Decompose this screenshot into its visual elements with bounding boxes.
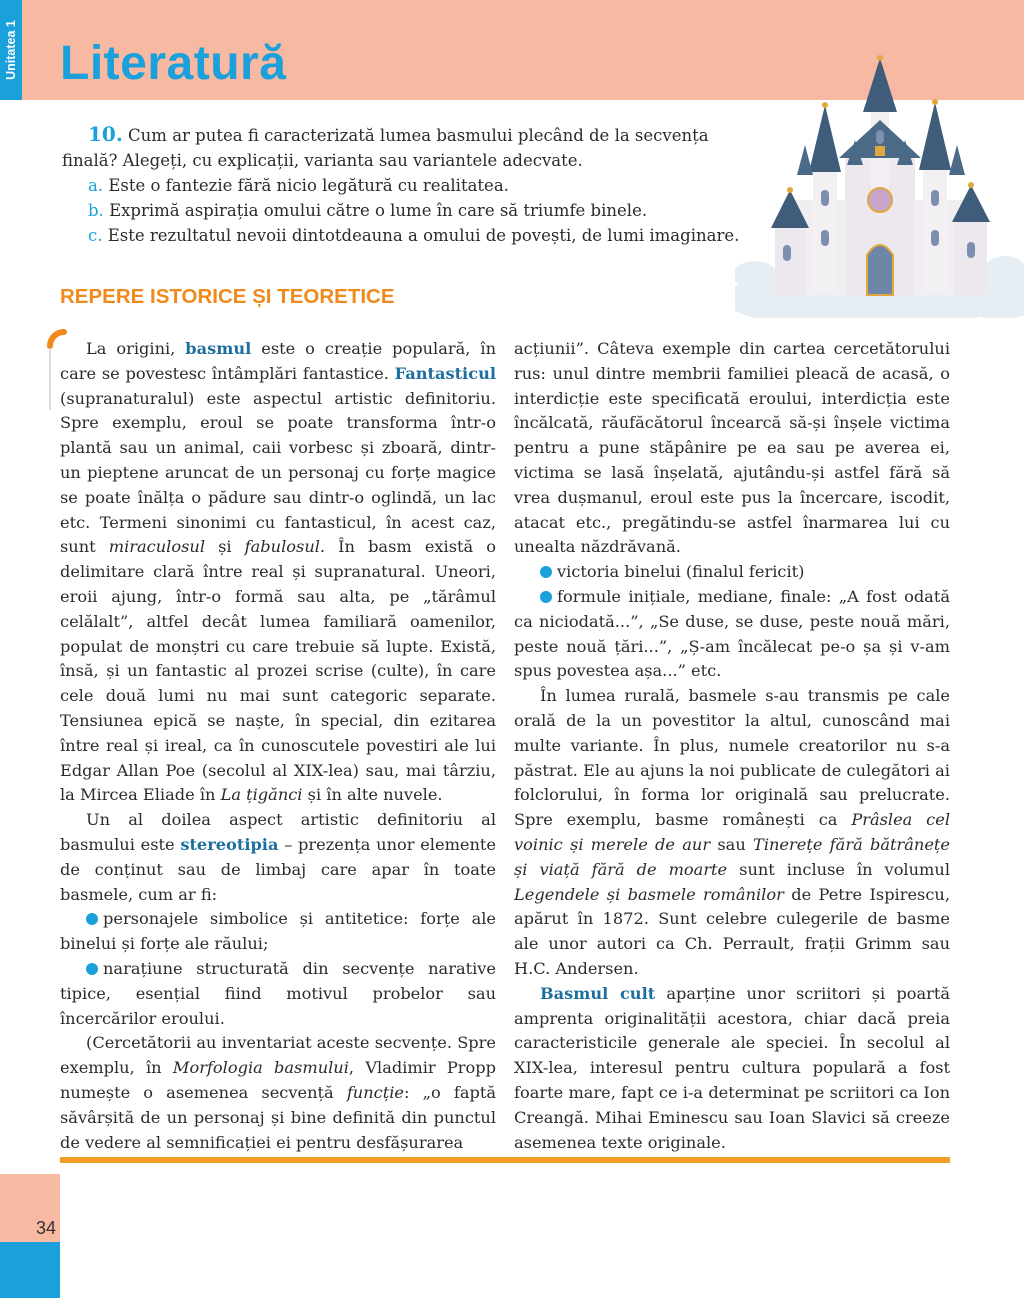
- question-line-1: Cum ar putea fi caracterizată lumea basmului plecând de la secvența: [128, 126, 709, 145]
- option-letter: a.: [88, 176, 104, 195]
- text: sunt incluse în volumul: [727, 859, 950, 879]
- text: și în alte nuvele.: [302, 785, 443, 805]
- term-italic: funcție: [346, 1082, 404, 1102]
- term-basmul: basmul: [185, 339, 252, 358]
- paragraph: [60, 337, 496, 808]
- question-number: 10.: [88, 122, 123, 146]
- bullet-item: [514, 560, 950, 585]
- title-italic: Tinerețe fără bătrânețe și viață fără de moarte: [514, 834, 950, 879]
- text: este o creație populară, în care se povestesc întâmplări fantastice.: [60, 339, 496, 383]
- term-italic: miraculosul: [108, 537, 205, 557]
- option-letter: c.: [88, 226, 103, 245]
- text: : „o faptă săvârșită de un personaj și bine definită din punctul de vedere al semnificației ei pentru desfășurarea: [60, 1082, 496, 1152]
- term-italic: fabulosul.: [244, 537, 326, 557]
- text: , Vladimir Propp numește o asemenea secvență: [60, 1058, 496, 1102]
- paragraph: [514, 684, 950, 982]
- text: de Petre Ispirescu, apărut în 1872. Sunt celebre culegerile de basme ale unor autori ca Ch. Perrault, frații Grimm sau H.C. Andersen.: [514, 884, 950, 978]
- text: Un al doilea aspect artistic definitoriu al basmului este: [60, 810, 496, 854]
- term-basmul-cult: Basmul cult: [540, 983, 656, 1003]
- text: aparține unor scriitori și poartă amprenta originalității acestora, chiar dacă preia caracteristicile generale ale speciei. În secolul al XIX-lea, interesul pentru cultura populară a fost foarte mare, fapt ce i-a determinat pe scriitori ca Ion Creangă. Mihai Eminescu sau Ioan Slavici să creeze asemenea texte originale.: [514, 983, 951, 1152]
- text: În lumea rurală, basmele s-au transmis pe cale orală de la un povestitor la altul, cunoscând mai multe variante. În plus, numele creatorilor nu s-a păstrat. Ele au ajuns la noi publicate de culegători ai folclorului, în forma lor originală sau prelucrate. Spre exemplu, basme românești ca: [514, 686, 950, 830]
- title-italic: Legendele și basmele românilor: [514, 884, 784, 904]
- option-text: Este o fantezie fără nicio legătură cu realitatea.: [108, 176, 509, 195]
- paragraph: [514, 982, 950, 1156]
- bullet-icon: [86, 913, 98, 925]
- text: sau: [710, 834, 754, 854]
- bullet-item: [60, 957, 496, 1031]
- footer-blue-strip: [0, 1242, 60, 1298]
- text: – prezența unor elemente de conținut sau de limbaj care apar în toate basmele, cum ar fi:: [60, 834, 497, 904]
- option-a: [62, 173, 762, 198]
- question-10: [62, 122, 762, 248]
- question-line-2: finală? Alegeți, cu explicații, varianta sau variantele adecvate.: [62, 151, 583, 170]
- title-italic: Morfologia basmului: [172, 1058, 349, 1078]
- paragraph: [60, 808, 496, 907]
- option-b: [62, 198, 762, 223]
- text: (supranaturalul) este aspectul artistic definitoriu. Spre exemplu, eroul se poate transforma într-o plantă sau un animal, caii vorbesc și zboară, dintr-un pieptene aruncat de un personaj cu forțe magice se poate înălța o pădure sau dintr-o oglindă, un lac etc. Termeni sinonimi cu fantasticul, în acest caz, sunt: [60, 388, 496, 557]
- paragraph: [60, 1031, 496, 1155]
- paragraph: acțiunii”. Câteva exemple din cartea cercetătorului rus: unul dintre membrii familiei pleacă de acasă, o interdicție este specificată eroului, interdicția este încălcată, răufăcătorul încearcă să-și înșele victima pentru a pune stăpânire pe ea sau pe averea ei, victima se lasă înșelată, ajutându-și astfel fără să vrea dușmanul, eroul este pus la încercare, iscodit, atacat etc., pregătindu-se astfel înarmarea lui cu unealta năzdrăvană.: [514, 339, 950, 557]
- option-letter: b.: [88, 201, 104, 220]
- option-text: Este rezultatul nevoii dintotdeauna a omului de povești, de lumi imaginare.: [107, 226, 740, 245]
- title-italic: Prâslea cel voinic și merele de aur: [514, 810, 950, 854]
- text: și: [205, 537, 245, 557]
- text: (Cercetătorii au inventariat aceste secvențe. Spre exemplu, în: [60, 1033, 496, 1078]
- option-text: Exprimă aspirația omului către o lume în care să triumfe binele.: [109, 201, 648, 220]
- bullet-text: victoria binelui (finalul fericit): [557, 562, 805, 582]
- bullet-icon: [540, 566, 552, 578]
- unit-label: Unitatea 1: [4, 20, 18, 80]
- bullet-item: [514, 585, 950, 684]
- text: La origini,: [86, 339, 186, 358]
- bottom-rule: [60, 1157, 950, 1163]
- page-number: 34: [36, 1218, 57, 1238]
- bullet-icon: [540, 591, 552, 603]
- title-italic: La țigănci: [220, 785, 303, 805]
- term-fantasticul: Fantasticul: [394, 363, 496, 383]
- bullet-text: formule inițiale, mediane, finale: „A fost odată ca niciodată...”, „Se duse, se duse, peste nouă mări, peste nouă țări...”, „Ș-am încălecat pe-o șa și v-am spus povestea așa...” etc.: [514, 586, 950, 681]
- term-stereotipia: stereotipia: [180, 834, 279, 854]
- page-title: Literatură: [60, 37, 287, 90]
- left-column: [60, 337, 496, 1155]
- bullet-text: personajele simbolice și antitetice: forțe ale binelui și forțe ale răului;: [60, 909, 496, 954]
- unit-tab: [0, 0, 22, 100]
- bullet-text: narațiune structurată din secvențe narative tipice, esențial fiind motivul probelor sau încercărilor eroului.: [60, 958, 496, 1028]
- right-column: [514, 337, 950, 1155]
- bullet-item: [60, 907, 496, 957]
- section-title: REPERE ISTORICE ȘI TEORETICE: [60, 285, 395, 308]
- text: În basm există o delimitare clară între real și supranatural. Uneori, eroii ajung, într-o formă sau alta, pe „tărâmul celălalt”, altfel decât lumea familiară oamenilor, populat de monștri cu care trebuie să lupte. Există, însă, și un fantastic al prozei scrise (culte), în care cele două lumi nu mai sunt categoric separate. Tensiunea epică se naște, în special, din ezitarea între real și ireal, ca în cunoscutele povestiri ale lui Edgar Allan Poe (secolul al XIX-lea) sau, mai târziu, la Mircea Eliade în: [60, 537, 496, 805]
- bullet-icon: [86, 963, 98, 975]
- castle-illustration: [735, 50, 1024, 318]
- option-c: [62, 223, 762, 248]
